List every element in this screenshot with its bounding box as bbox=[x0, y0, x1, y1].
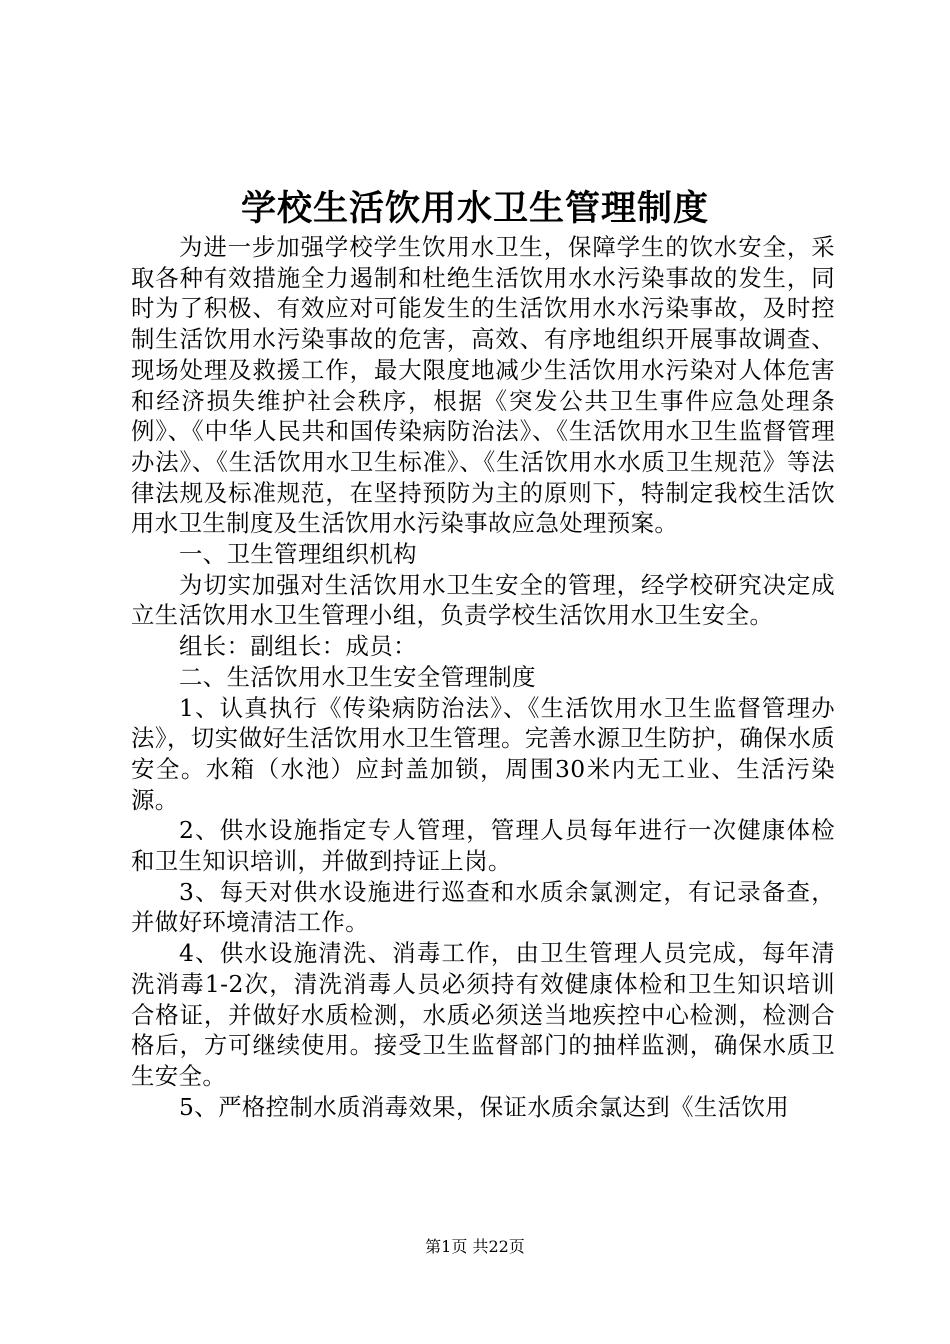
page-footer: 第1页 共22页 bbox=[425, 1237, 525, 1256]
section-heading-organization: 一、卫生管理组织机构 bbox=[179, 540, 417, 569]
rule-item-1: 1、认真执行《传染病防治法》、《生活饮用水卫生监督管理办法》，切实做好生活饮用水卫生管理。完善水源卫生防护，确保水质安全。水箱（水池）应封盖加锁，周围30米内无工业、生活污染源。 bbox=[131, 693, 835, 814]
document-title: 学校生活饮用水卫生管理制度 bbox=[240, 189, 709, 229]
paragraph-members: 组长：副组长：成员： bbox=[179, 632, 417, 661]
document-body bbox=[131, 232, 835, 1122]
rule-item-3: 3、每天对供水设施进行巡查和水质余氯测定，有记录备查，并做好环境清洁工作。 bbox=[131, 877, 835, 937]
section-heading-rules: 二、生活饮用水卫生安全管理制度 bbox=[179, 662, 536, 691]
rule-item-5: 5、严格控制水质消毒效果，保证水质余氯达到《生活饮用 bbox=[179, 1092, 790, 1121]
rule-item-4: 4、供水设施清洗、消毒工作，由卫生管理人员完成，每年清洗消毒1-2次，清洗消毒人员必须持有效健康体检和卫生知识培训合格证，并做好水质检测，水质必须送当地疾控中心检测，检测合格后，方可继续使用。接受卫生监督部门的抽样监测，确保水质卫生安全。 bbox=[131, 939, 835, 1090]
rule-item-2: 2、供水设施指定专人管理，管理人员每年进行一次健康体检和卫生知识培训，并做到持证上岗。 bbox=[131, 816, 835, 876]
paragraph-intro: 为进一步加强学校学生饮用水卫生，保障学生的饮水安全，采取各种有效措施全力遏制和杜绝生活饮用水水污染事故的发生，同时为了积极、有效应对可能发生的生活饮用水水污染事故，及时控制生活饮用水污染事故的危害，高效、有序地组织开展事故调查、现场处理及救援工作，最大限度地减少生活饮用水污染对人体危害和经济损失维护社会秩序，根据《突发公共卫生事件应急处理条例》、《中华人民共和国传染病防治法》、《生活饮用水卫生监督管理办法》、《生活饮用水卫生标准》、《生活饮用水水质卫生规范》等法律法规及标准规范，在坚持预防为主的原则下，特制定我校生活饮用水卫生制度及生活饮用水污染事故应急处理预案。 bbox=[131, 233, 835, 538]
paragraph-organization: 为切实加强对生活饮用水卫生安全的管理，经学校研究决定成立生活饮用水卫生管理小组，负责学校生活饮用水卫生安全。 bbox=[131, 570, 835, 630]
